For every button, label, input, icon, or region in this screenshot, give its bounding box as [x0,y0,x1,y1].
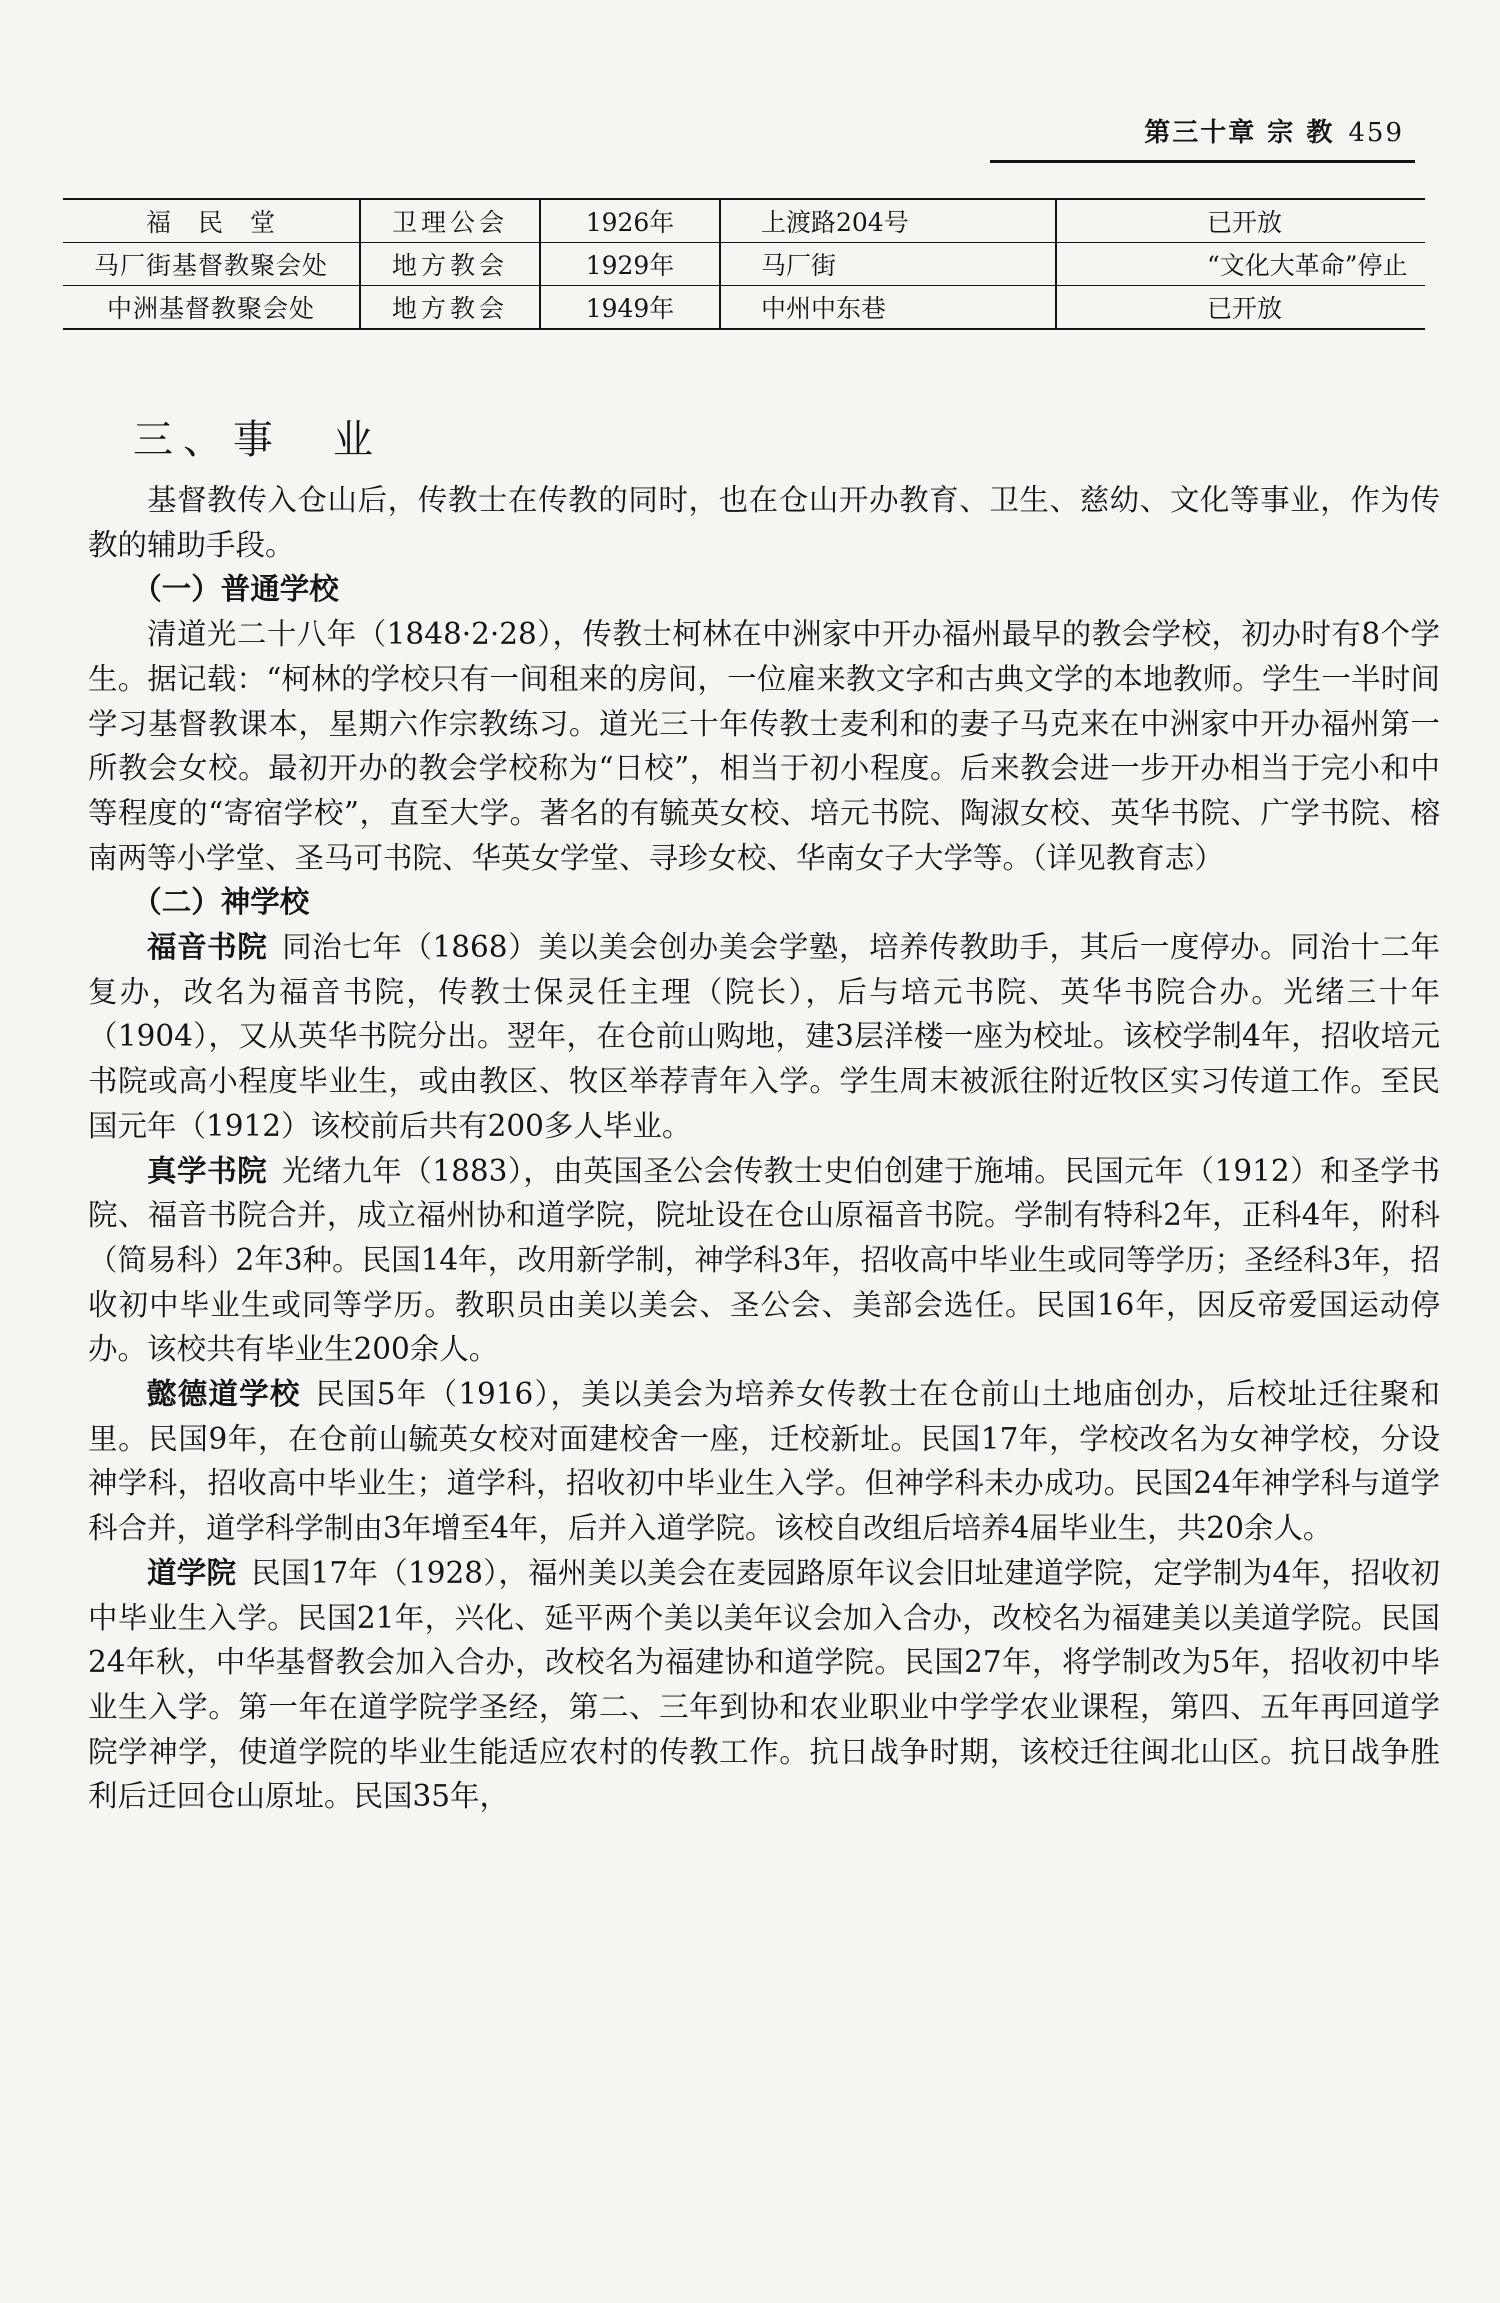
table-cell-status: “文化大革命”停止 [1056,243,1425,286]
paragraph-zhenxue [88,1149,1440,1373]
section-title: 三、事 业 [133,417,383,463]
table-cell-status: 已开放 [1056,286,1425,330]
body-text [88,478,1440,1819]
table-cell-year: 1929年 [540,243,720,286]
paragraph-fuyin [88,925,1440,1149]
chapter-title: 第三十章 宗 教 [1144,118,1335,148]
table-cell-name: 中洲基督教聚会处 [63,286,360,330]
table-cell-status: 已开放 [1056,199,1425,243]
paragraph-lead: 道学院 [147,1554,237,1590]
table-cell-denomination: 卫理公会 [360,199,540,243]
running-header [1144,112,1404,149]
paragraph-text: 光绪九年（1883），由英国圣公会传教士史伯创建于施埔。民国元年（1912）和圣学书院、福音书院合并，成立福州协和道学院，院址设在仓山原福音书院。学制有特科2年，正科4年，附科（简易科）2年3种。民国14年，改用新学制，神学科3年，招收高中毕业生或同等学历；圣经科3年，招收初中毕业生或同等学历。教职员由美以美会、圣公会、美部会选任。民国16年，因反帝爱国运动停办。该校共有毕业生200余人。 [88,1153,1440,1367]
paragraph-lead: 真学书院 [147,1152,268,1188]
table-cell-denomination: 地方教会 [360,243,540,286]
paragraph-text: 民国17年（1928），福州美以美会在麦园路原年议会旧址建道学院，定学制为4年，招收初中毕业生入学。民国21年，兴化、延平两个美以美年议会加入合办，改校名为福建美以美道学院。民国24年秋，中华基督教会加入合办，改校名为福建协和道学院。民国27年，将学制改为5年，招收初中毕业生入学。第一年在道学院学圣经，第二、三年到协和农业职业中学学农业课程，第四、五年再回道学院学神学，使道学院的毕业生能适应农村的传教工作。抗日战争时期，该校迁往闽北山区。抗日战争胜利后迁回仓山原址。民国35年， [88,1555,1440,1814]
church-table [63,198,1425,330]
header-rule [990,160,1415,163]
table-cell-name: 福 民 堂 [63,199,360,243]
schools-paragraph: 清道光二十八年（1848·2·28），传教士柯林在中洲家中开办福州最早的教会学校，初办时有8个学生。据记载：“柯林的学校只有一间租来的房间，一位雇来教文字和古典文学的本地教师。学生一半时间学习基督教课本，星期六作宗教练习。道光三十年传教士麦利和的妻子马克来在中洲家中开办福州第一所教会女校。最初开办的教会学校称为“日校”，相当于初小程度。后来教会进一步开办相当于完小和中等程度的“寄宿学校”，直至大学。著名的有毓英女校、培元书院、陶淑女校、英华书院、广学书院、榕南两等小学堂、圣马可书院、华英女学堂、寻珍女校、华南女子大学等。（详见教育志） [88,617,1440,875]
page-number: 459 [1348,118,1404,148]
table-cell-name: 马厂街基督教聚会处 [63,243,360,286]
paragraph-yide [88,1372,1440,1551]
paragraph-daoxueyuan [88,1551,1440,1819]
table-row [63,199,1425,243]
subsection-title-schools: （一）普通学校 [132,571,339,607]
intro-paragraph: 基督教传入仓山后，传教士在传教的同时，也在仓山开办教育、卫生、慈幼、文化等事业，作为传教的辅助手段。 [88,483,1440,562]
paragraph-lead: 懿德道学校 [147,1376,301,1412]
paragraph-text: 民国5年（1916），美以美会为培养女传教士在仓前山土地庙创办，后校址迁往聚和里。民国9年，在仓前山毓英女校对面建校舍一座，迁校新址。民国17年，学校改名为女神学校，分设神学科，招收高中毕业生；道学科，招收初中毕业生入学。但神学科未办成功。民国24年神学科与道学科合并，道学科学制由3年增至4年，后并入道学院。该校自改组后培养4届毕业生，共20余人。 [88,1377,1440,1546]
table-row [63,243,1425,286]
table-row [63,286,1425,330]
table-cell-address: 上渡路204号 [720,199,1056,243]
table-cell-denomination: 地方教会 [360,286,540,330]
table-cell-year: 1926年 [540,199,720,243]
paragraph-lead: 福音书院 [147,929,268,965]
table-cell-address: 中州中东巷 [720,286,1056,330]
table-cell-year: 1949年 [540,286,720,330]
table-cell-address: 马厂街 [720,243,1056,286]
subsection-title-seminaries: （二）神学校 [132,884,310,920]
paragraph-text: 同治七年（1868）美以美会创办美会学塾，培养传教助手，其后一度停办。同治十二年复办，改名为福音书院，传教士保灵任主理（院长），后与培元书院、英华书院合办。光绪三十年（1904），又从英华书院分出。翌年，在仓前山购地，建3层洋楼一座为校址。该校学制4年，招收培元书院或高小程度毕业生，或由教区、牧区举荐青年入学。学生周末被派往附近牧区实习传道工作。至民国元年（1912）该校前后共有200多人毕业。 [88,930,1440,1143]
